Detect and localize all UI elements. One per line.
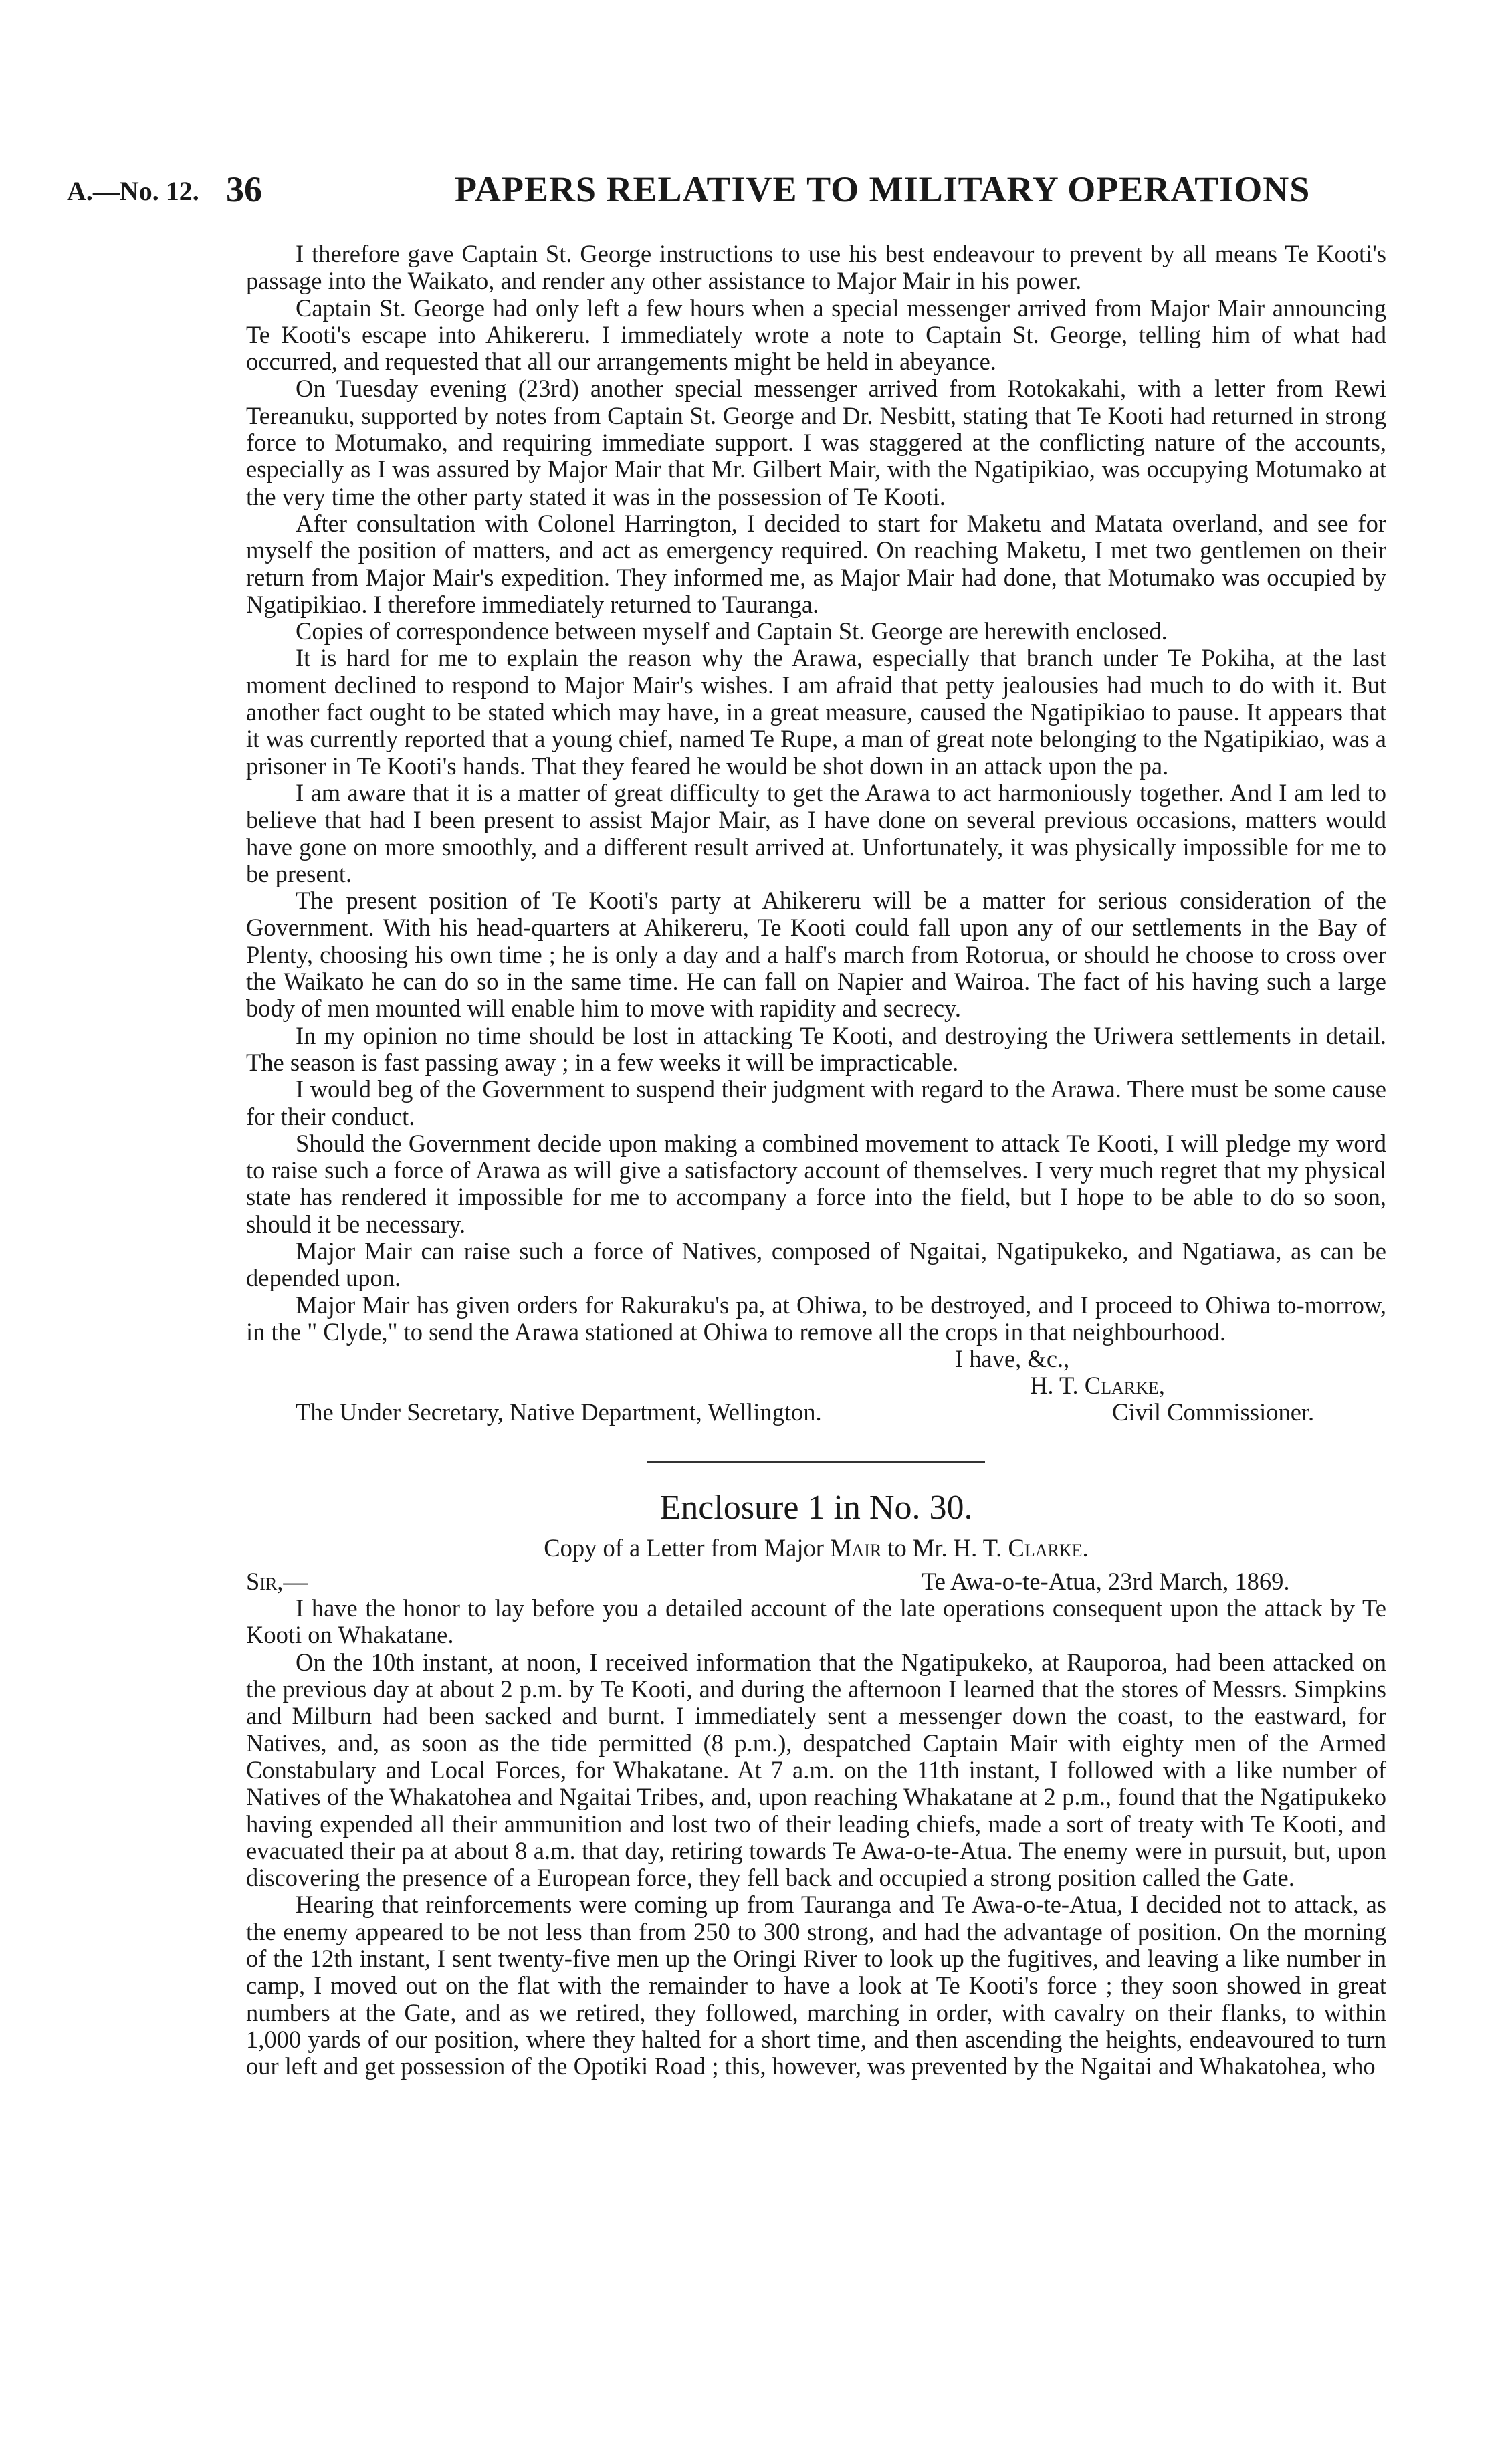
paragraph: I therefore gave Captain St. George instructions to use his best endeavour to prevent by all means Te Kooti's passage into the Waikato, and render any other assistance to Major Mair in his power. bbox=[246, 240, 1386, 295]
paragraph: Major Mair can raise such a force of Natives, composed of Ngaitai, Ngatipukeko, and Ngatiawa, as can be depended upon. bbox=[246, 1237, 1386, 1292]
enclosure-paragraph: Hearing that reinforcements were coming up from Tauranga and Te Awa-o-te-Atua, I decided not to attack, as the enemy appeared to be not less than from 250 to 300 strong, and had the advantage of position. On the morning of the 12th instant, I sent twenty-five men up the Oringi River to look up the fugitives, and leaving a like number in camp, I moved out on the flat with the remainder to have a look at Te Kooti's force ; they soon showed in great numbers at the Gate, and as we retired, they followed, marching in order, with cavalry on their flanks, to within 1,000 yards of our position, where they halted for a short time, and then ascending the heights, endeavoured to turn our left and get possession of the Opotiki Road ; this, however, was prevented by the Ngaitai and Whakatohea, who bbox=[246, 1891, 1386, 2080]
signature-block bbox=[246, 1346, 1386, 1426]
paragraph: I am aware that it is a matter of great difficulty to get the Arawa to act harmoniously together. And I am led to believe that had I been present to assist Major Mair, as I have done on several previous occasions, matters would have gone on more smoothly, and a different result arrived at. Unfortunately, it was physically impossible for me to be present. bbox=[246, 778, 1386, 887]
paragraph: It is hard for me to explain the reason why the Arawa, especially that branch under Te Pokiha, at the last moment declined to respond to Major Mair's wishes. I am afraid that petty jealousies had much to do with it. But another fact ought to be stated which may have, in a great measure, caused the Ngatipikiao to pause. It appears that it was currently reported that a young chief, named Te Rupe, a man of great note belonging to the Ngatipikiao, was a prisoner in Te Kooti's hands. That they feared he would be shot down in an attack upon the pa. bbox=[246, 644, 1386, 780]
document-reference: A.—No. 12. bbox=[67, 176, 199, 206]
enclosure-subtitle bbox=[246, 1533, 1386, 1563]
paragraph: Should the Government decide upon making a combined movement to attack Te Kooti, I will pledge my word to raise such a force of Arawa as will give a satisfactory account of themselves. I very much regret that my physical state has rendered it impossible for me to accompany a force into the field, but I hope to be able to do so soon, should it be necessary. bbox=[246, 1129, 1386, 1238]
salutation-line bbox=[246, 1568, 1386, 1595]
section-divider bbox=[647, 1461, 985, 1463]
subtitle-name-clarke: Clarke. bbox=[1008, 1534, 1089, 1562]
paragraph: On Tuesday evening (23rd) another special messenger arrived from Rotokakahi, with a letter from Rewi Tereanuku, supported by notes from Captain St. George and Dr. Nesbitt, stating that Te Kooti had returned in strong force to Motumako, and requiring immediate support. I was staggered at the conflicting nature of the accounts, especially as I was assured by Major Mair that Mr. Gilbert Mair, with the Ngatipikiao, was occupying Motumako at the very time the other party stated it was in the possession of Te Kooti. bbox=[246, 374, 1386, 510]
document-body bbox=[246, 241, 1386, 2080]
paragraph: Major Mair has given orders for Rakuraku's pa, at Ohiwa, to be destroyed, and I proceed to Ohiwa to-morrow, in the " Clyde," to send the Arawa stationed at Ohiwa to remove all the crops in that neighbourhood. bbox=[246, 1291, 1386, 1346]
page-number: 36 bbox=[226, 169, 262, 209]
running-title: PAPERS RELATIVE TO MILITARY OPERATIONS bbox=[455, 169, 1311, 209]
paragraph: Captain St. George had only left a few hours when a special messenger arrived from Major Mair announcing Te Kooti's escape into Ahikereru. I immediately wrote a note to Captain St. George, telling him of what had occurred, and requested that all our arrangements might be held in abeyance. bbox=[246, 294, 1386, 376]
enclosure-paragraph: On the 10th instant, at noon, I received information that the Ngatipukeko, at Rauporoa, had been attacked on the previous day at about 2 p.m. by Te Kooti, and during the afternoon I learned that the stores of Messrs. Simpkins and Milburn had been sacked and burnt. I immediately sent a messenger down the coast, to the eastward, for Natives, and, as soon as the tide permitted (8 p.m.), despatched Captain Mair with eighty men of the Armed Constabulary and Local Forces, for Whakatane. At 7 a.m. on the 11th instant, I followed with a like number of Natives of the Whakatohea and Ngaitai Tribes, and, upon reaching Whakatane at 2 p.m., found that the Ngatipukeko having expended all their ammunition and lost two of their leading chiefs, made a sort of treaty with Te Kooti, and evacuated their pa at about 8 a.m. that day, retiring towards Te Awa-o-te-Atua. The enemy were in pursuit, but, upon discovering the presence of a European force, they fell back and occupied a strong position called the Gate. bbox=[246, 1648, 1386, 1892]
subtitle-prefix: Copy of a Letter from Major bbox=[544, 1534, 824, 1562]
place-date: Te Awa-o-te-Atua, 23rd March, 1869. bbox=[922, 1568, 1290, 1596]
closing: I have, &c., bbox=[955, 1345, 1070, 1373]
addressee: The Under Secretary, Native Department, Wellington. bbox=[296, 1398, 822, 1426]
paragraph: Copies of correspondence between myself and Captain St. George are herewith enclosed. bbox=[296, 617, 1168, 645]
paragraph: In my opinion no time should be lost in attacking Te Kooti, and destroying the Uriwera settlements in detail. The season is fast passing away ; in a few weeks it will be impracticable. bbox=[246, 1021, 1386, 1076]
page-header bbox=[67, 169, 1444, 222]
salutation: Sir,— bbox=[246, 1568, 308, 1596]
paragraph: After consultation with Colonel Harrington, I decided to start for Maketu and Matata overland, and see for myself the position of matters, and act as emergency required. On reaching Maketu, I met two gentlemen on their return from Major Mair's expedition. They informed me, as Major Mair had done, that Motumako was occupied by Ngatipikiao. I therefore immediately returned to Tauranga. bbox=[246, 509, 1386, 618]
paragraph: The present position of Te Kooti's party at Ahikereru will be a matter for serious consideration of the Government. With his head-quarters at Ahikereru, Te Kooti could fall upon any of our settlements in the Bay of Plenty, choosing his own time ; he is only a day and a half's march from Rotorua, or should he choose to cross over the Waikato he can do so in the same time. He can fall on Napier and Wairoa. The fact of his having such a large body of men mounted will enable him to move with rapidity and secrecy. bbox=[246, 887, 1386, 1023]
signatory-name: H. T. Clarke, bbox=[1030, 1372, 1165, 1400]
paragraph: I would beg of the Government to suspend their judgment with regard to the Arawa. There must be some cause for their conduct. bbox=[246, 1075, 1386, 1130]
subtitle-mid: to Mr. H. T. bbox=[887, 1534, 1002, 1562]
subtitle-name-mair: Mair bbox=[830, 1534, 882, 1562]
enclosure-title: Enclosure 1 in No. 30. bbox=[659, 1489, 973, 1527]
enclosure-paragraph: I have the honor to lay before you a detailed account of the late operations consequent upon the attack by Te Kooti on Whakatane. bbox=[246, 1594, 1386, 1649]
signatory-role: Civil Commissioner. bbox=[1112, 1398, 1315, 1426]
